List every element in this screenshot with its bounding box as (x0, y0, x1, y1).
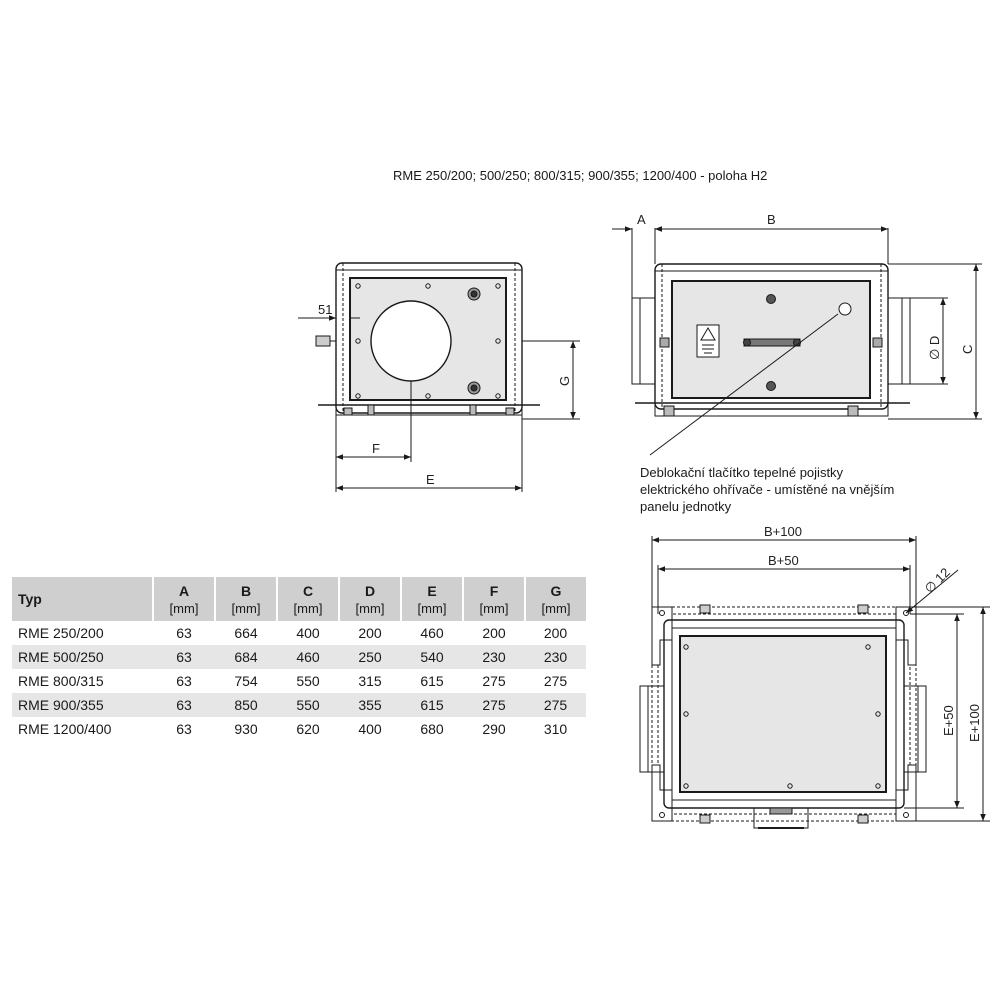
cell-typ: RME 1200/400 (18, 721, 112, 737)
cell-g: 275 (543, 673, 568, 689)
cell-g: 275 (525, 693, 586, 717)
cell-a: 63 (176, 721, 192, 737)
header-label: F (489, 582, 499, 599)
header-d (339, 577, 401, 621)
header-label: G (550, 582, 562, 599)
cell-b: 754 (234, 673, 258, 689)
note-line: Deblokační tlačítko tepelné pojistky (640, 465, 844, 480)
header-label: D (364, 582, 376, 599)
dimensions-table (12, 577, 586, 741)
cell-typ: RME 250/200 (18, 625, 104, 641)
reset-button-note (640, 464, 960, 515)
cell-a: 63 (153, 693, 215, 717)
drawing-title: RME 250/200; 500/250; 800/315; 900/355; 1200/400 - poloha H2 (393, 168, 768, 183)
header-unit: [mm] (293, 600, 323, 616)
dim-label-diameter-d: ∅ D (927, 335, 942, 360)
header-unit: [mm] (479, 600, 509, 616)
dim-label-e100: E+100 (967, 704, 982, 742)
header-c (277, 577, 339, 621)
cell-d: 250 (339, 645, 401, 669)
cell-d: 400 (358, 721, 382, 737)
dim-label-b: B (767, 212, 776, 227)
cell-c: 550 (277, 693, 339, 717)
dim-label-b50: B+50 (768, 553, 799, 568)
table-row (12, 717, 586, 741)
dim-label-e50: E+50 (941, 705, 956, 736)
cell-e: 615 (420, 673, 444, 689)
cell-g: 200 (543, 625, 568, 641)
cell-c: 400 (296, 625, 320, 641)
cell-e: 615 (401, 693, 463, 717)
header-unit: [mm] (231, 600, 261, 616)
cell-e: 460 (420, 625, 444, 641)
cell-c: 550 (296, 673, 320, 689)
table-row (12, 621, 586, 645)
cell-f: 230 (463, 645, 525, 669)
cell-typ: RME 500/250 (12, 645, 153, 669)
header-unit: [mm] (417, 600, 447, 616)
dim-label-51: 51 (318, 302, 333, 317)
cell-b: 930 (234, 721, 258, 737)
front-view (298, 263, 580, 492)
cell-f: 290 (482, 721, 506, 737)
cell-f: 275 (482, 673, 506, 689)
dim-label-a: A (637, 212, 646, 227)
cell-a: 63 (176, 673, 192, 689)
table-row (12, 669, 586, 693)
header-unit: [mm] (355, 600, 385, 616)
cell-b: 664 (234, 625, 258, 641)
header-label: B (240, 582, 252, 599)
header-unit: [mm] (541, 600, 571, 616)
cell-e: 540 (401, 645, 463, 669)
dim-label-g: G (557, 375, 572, 386)
note-line: elektrického ohřívače - umístěné na vnějším (640, 482, 895, 497)
note-line: panelu jednotky (640, 499, 732, 514)
dim-label-f: F (372, 441, 380, 456)
cell-c: 460 (277, 645, 339, 669)
cell-d: 355 (339, 693, 401, 717)
cell-f: 200 (482, 625, 506, 641)
cell-typ: RME 900/355 (12, 693, 153, 717)
cell-d: 200 (358, 625, 382, 641)
header-g (525, 577, 586, 621)
cell-b: 850 (215, 693, 277, 717)
cell-g: 310 (543, 721, 568, 737)
dim-label-c: C (960, 344, 975, 354)
header-a (153, 577, 215, 621)
cell-d: 315 (358, 673, 382, 689)
header-e (401, 577, 463, 621)
cell-b: 684 (215, 645, 277, 669)
header-b (215, 577, 277, 621)
dim-label-e: E (426, 472, 435, 487)
cell-a: 63 (153, 645, 215, 669)
table-row (12, 693, 586, 717)
cell-f: 275 (463, 693, 525, 717)
header-f (463, 577, 525, 621)
cell-a: 63 (176, 625, 192, 641)
cell-typ: RME 800/315 (18, 673, 104, 689)
cell-g: 230 (525, 645, 586, 669)
header-label: E (427, 582, 437, 599)
table-header-row (12, 577, 586, 621)
cell-c: 620 (296, 721, 320, 737)
dim-label-b100: B+100 (764, 524, 802, 539)
header-unit: [mm] (169, 600, 199, 616)
cell-e: 680 (420, 721, 444, 737)
dim-label-d12: ∅ 12 (921, 564, 953, 597)
header-typ: Typ (12, 577, 153, 621)
table-row (12, 645, 586, 669)
header-label: C (302, 582, 314, 599)
header-label: A (178, 582, 190, 599)
